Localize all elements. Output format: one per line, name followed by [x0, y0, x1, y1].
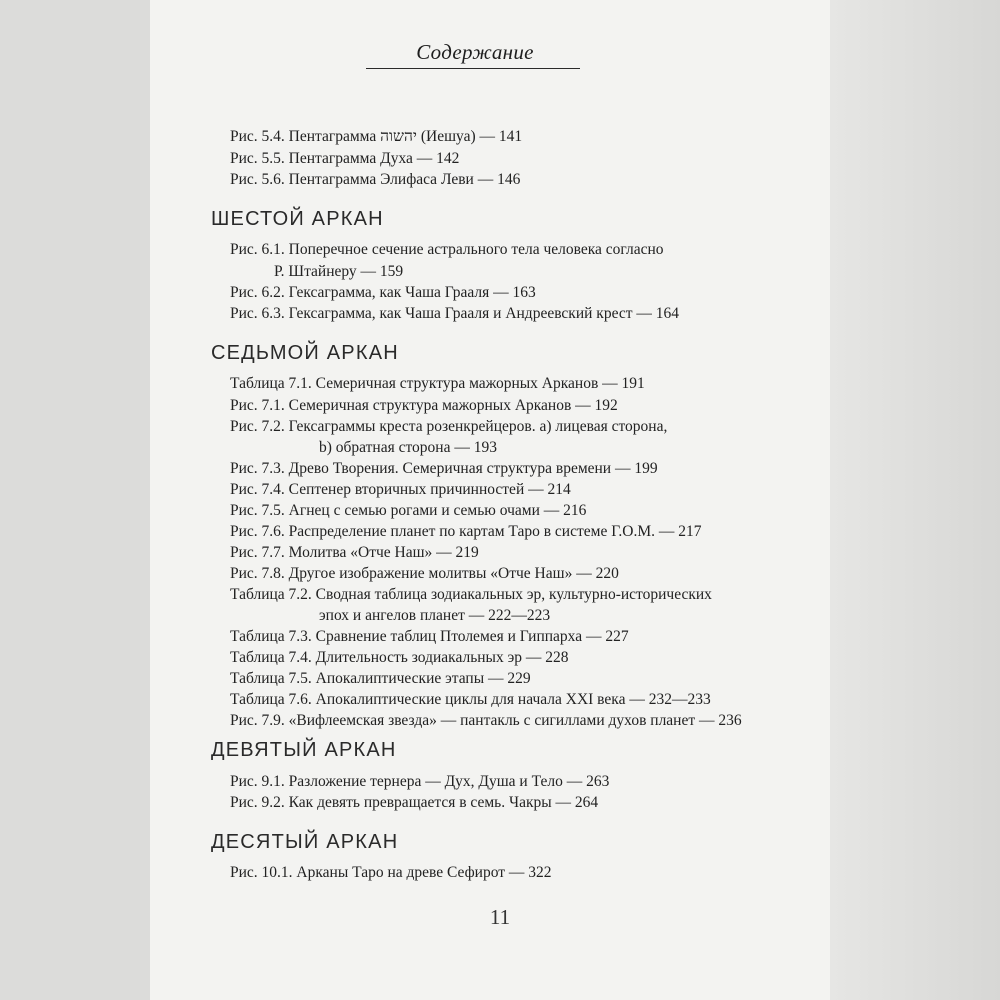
- toc-entry: Рис. 7.4. Септенер вторичных причинностей — 214: [230, 481, 571, 498]
- toc-entry: Таблица 7.6. Апокалиптические циклы для начала XXI века — 232—233: [230, 691, 711, 708]
- toc-entry: Рис. 5.6. Пентаграмма Элифаса Леви — 146: [230, 171, 521, 188]
- toc-entry: Рис. 7.7. Молитва «Отче Наш» — 219: [230, 544, 479, 561]
- toc-entry: Таблица 7.4. Длительность зодиакальных эр — 228: [230, 649, 569, 666]
- toc-entry: Рис. 7.3. Древо Творения. Семеричная структура времени — 199: [230, 460, 658, 477]
- toc-entry: Рис. 6.1. Поперечное сечение астрального тела человека согласно: [230, 241, 664, 258]
- toc-entry: Таблица 7.2. Сводная таблица зодиакальных эр, культурно-исторических: [230, 586, 712, 603]
- section-heading: ШЕСТОЙ АРКАН: [211, 208, 384, 230]
- toc-entry: Таблица 7.3. Сравнение таблиц Птолемея и Гиппарха — 227: [230, 628, 629, 645]
- toc-entry-continuation: b) обратная сторона — 193: [319, 439, 497, 456]
- toc-entry: Рис. 6.3. Гексаграмма, как Чаша Грааля и Андреевский крест — 164: [230, 305, 680, 322]
- toc-entry: Рис. 9.2. Как девять превращается в семь. Чакры — 264: [230, 794, 599, 811]
- toc-entry: Рис. 10.1. Арканы Таро на древе Сефирот — 322: [230, 864, 552, 881]
- toc-entry-continuation: Р. Штайнеру — 159: [274, 263, 404, 280]
- toc-entry: Рис. 7.1. Семеричная структура мажорных Арканов — 192: [230, 397, 618, 414]
- section-heading: ДЕВЯТЫЙ АРКАН: [211, 739, 397, 761]
- toc-entry: Рис. 7.8. Другое изображение молитвы «Отче Наш» — 220: [230, 565, 619, 582]
- toc-entry: Рис. 7.6. Распределение планет по картам Таро в системе Г.О.М. — 217: [230, 523, 702, 540]
- toc-entry: Рис. 5.4. Пентаграмма יהשוה (Иешуа) — 141: [230, 128, 523, 145]
- toc-entry: Рис. 6.2. Гексаграмма, как Чаша Грааля — 163: [230, 284, 536, 301]
- section-heading: ДЕСЯТЫЙ АРКАН: [211, 831, 399, 853]
- toc-entry: Рис. 9.1. Разложение тернера — Дух, Душа и Тело — 263: [230, 773, 610, 790]
- running-header: Содержание: [416, 40, 534, 64]
- toc-entry: Таблица 7.5. Апокалиптические этапы — 229: [230, 670, 531, 687]
- toc-entry-continuation: эпох и ангелов планет — 222—223: [319, 607, 551, 624]
- toc-entry: Рис. 5.5. Пентаграмма Духа — 142: [230, 150, 460, 167]
- toc-entry: Рис. 7.2. Гексаграммы креста розенкрейцеров. а) лицевая сторона,: [230, 418, 668, 435]
- section-heading: СЕДЬМОЙ АРКАН: [211, 342, 399, 364]
- page-number: 11: [489, 905, 511, 929]
- toc-entry: Таблица 7.1. Семеричная структура мажорных Арканов — 191: [230, 375, 645, 392]
- toc-entry: Рис. 7.9. «Вифлеемская звезда» — пантакль с сигиллами духов планет — 236: [230, 712, 742, 729]
- toc-entry: Рис. 7.5. Агнец с семью рогами и семью очами — 216: [230, 502, 587, 519]
